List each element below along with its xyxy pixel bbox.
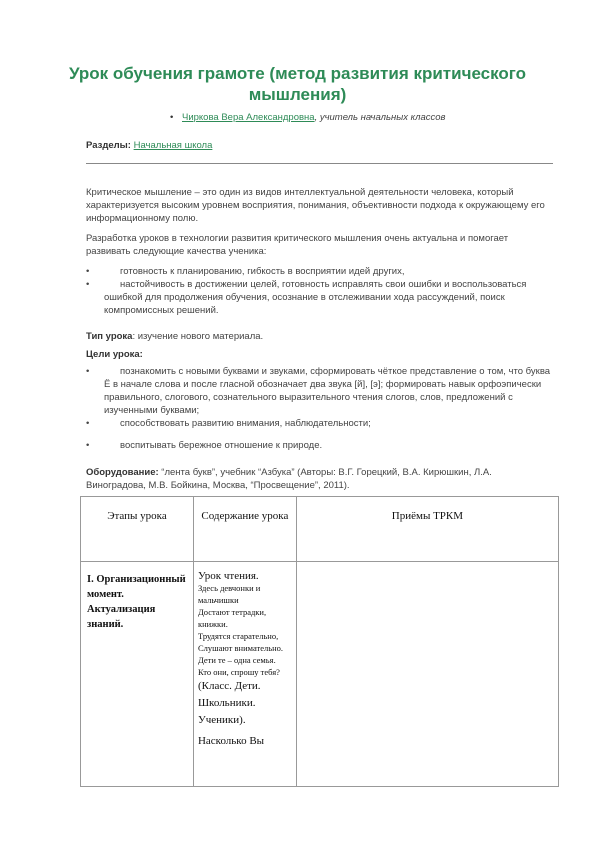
list-item: • настойчивость в достижении целей, готовность исправлять свои ошибки и воспользоваться ошибкой для продолжения обучения, осознание в отслеживании хода рассуждений, поиск компромиссных решений. [86, 279, 527, 316]
content-line: Дети те – одна семья. [197, 655, 276, 665]
content-line: Урок чтения. [197, 570, 259, 582]
author-role: , учитель начальных классов [314, 112, 446, 123]
divider [86, 163, 553, 164]
header-stages: Этапы урока [81, 497, 194, 562]
stage-cell: I. Организационный момент. Актуализация знаний. [81, 562, 194, 787]
content-line: Здесь девчонки и мальчишки [197, 583, 261, 605]
list-item-text: готовность к планированию, гибкость в восприятии идей других, [120, 266, 405, 277]
list-item: • воспитывать бережное отношение к природе. [86, 440, 323, 451]
list-item-text: способствовать развитию внимания, наблюдательности; [120, 418, 371, 429]
lesson-type-value: : изучение нового материала. [132, 331, 264, 342]
goals-list [86, 365, 551, 452]
bullet: • [170, 112, 174, 123]
content-cell [193, 562, 296, 787]
list-item-text: познакомить с новыми буквами и звуками, сформировать чёткое представление о том, что буква Ё в начале слова и после гласной обозначает два звука [й], [э]; формировать навык орфоэпически правильного, слогового, сознательного выразительного чтения слогов, слов, предложений с изученными буквами; [104, 366, 551, 416]
table-header-row [81, 497, 559, 562]
page-title: Урок обучения грамоте (метод развития критического мышления) [68, 64, 527, 104]
author-link[interactable]: Чиркова Вера Александровна [182, 112, 315, 123]
sections-label: Разделы: [86, 140, 131, 151]
table-row [81, 562, 559, 787]
equipment-label: Оборудование: [86, 467, 159, 478]
goals-label: Цели урока: [86, 349, 143, 360]
intro-paragraph-1: Критическое мышление – это один из видов интеллектуальной деятельности человека, который характеризуется высоким уровнем восприятия, понимания, объективности подхода к окружающему его информационному полю. [86, 187, 545, 224]
author-line [170, 112, 446, 124]
lesson-table [80, 496, 559, 787]
qualities-list [86, 265, 551, 317]
content-line: Кто они, спрошу тебя? [197, 667, 280, 677]
content-line: (Класс. Дети. Школьники. Ученики). [197, 680, 261, 726]
header-methods: Приёмы ТРКМ [296, 497, 558, 562]
list-item: • способствовать развитию внимания, наблюдательности; [86, 418, 371, 429]
section-link-primary-school[interactable]: Начальная школа [133, 140, 213, 151]
list-item: • готовность к планированию, гибкость в восприятии идей других, [86, 266, 405, 277]
methods-cell [296, 562, 558, 787]
header-content: Содержание урока [193, 497, 296, 562]
content-line: Достают тетрадки, книжки. [197, 607, 267, 629]
goals-heading [86, 348, 551, 361]
equipment [86, 466, 551, 492]
content-line: Слушают внимательно. [197, 643, 284, 653]
intro-paragraph-2: Разработка уроков в технологии развития критического мышления очень актуальна и помогает развивать следующие качества ученика: [86, 233, 509, 257]
list-item: • познакомить с новыми буквами и звуками, сформировать чёткое представление о том, что буква Ё в начале слова и после гласной обозначает два звука [й], [э]; формировать навык орфоэпически правильного, слогового, сознательного выразительного чтения слогов, слов, предложений с изученными буквами; [86, 366, 551, 416]
equipment-value: “лента букв”, учебник “Азбука” (Авторы: В.Г. Горецкий, В.А. Кирюшкин, Л.А. Виноградова, М.В. Бойкина, Москва, “Просвещение”, 2011). [86, 467, 492, 491]
lesson-type [86, 330, 551, 343]
lesson-type-label: Тип урока [86, 331, 133, 342]
sections-line [86, 140, 212, 151]
list-item-text: настойчивость в достижении целей, готовность исправлять свои ошибки и воспользоваться ошибкой для продолжения обучения, осознание в отслеживании хода рассуждений, поиск компромиссных решений. [104, 279, 527, 316]
content-line: Трудятся старательно, [197, 631, 279, 641]
content-line: Насколько Вы [197, 735, 265, 747]
list-item-text: воспитывать бережное отношение к природе. [120, 440, 323, 451]
